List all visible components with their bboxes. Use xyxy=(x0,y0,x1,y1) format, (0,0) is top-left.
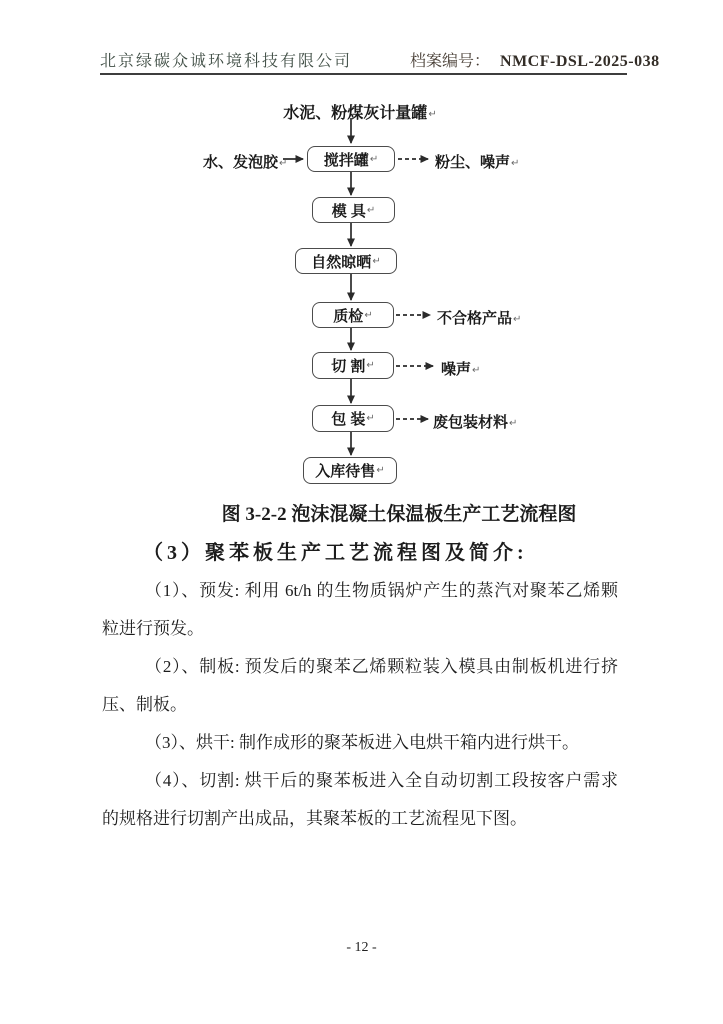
return-mark: ↵ xyxy=(279,158,288,169)
flow-node-natural-drying: 自然晾晒 ↵ xyxy=(295,248,397,274)
body-line: 压、制板。 xyxy=(102,695,187,714)
return-mark: ↵ xyxy=(428,109,437,120)
flow-node-cutting: 切 割 ↵ xyxy=(312,352,394,379)
body-line: （4）、切割: 烘干后的聚苯板进入全自动切割工段按客户需求 xyxy=(145,771,618,790)
return-mark: ↵ xyxy=(366,360,375,371)
flow-node-storage: 入库待售 ↵ xyxy=(303,457,397,484)
section-heading: （3）聚苯板生产工艺流程图及简介: xyxy=(143,542,528,564)
flow-emission-rejects: 不合格产品↵ xyxy=(437,310,522,327)
flow-emission-dust-noise: 粉尘、噪声↵ xyxy=(435,154,520,171)
return-mark: ↵ xyxy=(364,309,373,321)
return-mark: ↵ xyxy=(372,255,381,267)
flow-node-packaging: 包 装 ↵ xyxy=(312,405,394,432)
archive-label: 档案编号： xyxy=(410,53,491,70)
return-mark: ↵ xyxy=(511,158,520,169)
archive-number: NMCF-DSL-2025-038 xyxy=(500,53,660,70)
flow-node-quality-check: 质检 ↵ xyxy=(312,302,394,328)
return-mark: ↵ xyxy=(369,153,379,165)
return-mark: ↵ xyxy=(509,418,518,429)
flow-emission-noise: 噪声↵ xyxy=(441,361,481,378)
page-number: - 12 - xyxy=(346,940,377,955)
figure-caption: 图 3-2-2 泡沫混凝土保温板生产工艺流程图 xyxy=(221,504,577,525)
return-mark: ↵ xyxy=(513,314,522,325)
flow-input-cement-flyash: 水泥、粉煤灰计量罐↵ xyxy=(283,105,437,122)
flow-input-water-foam: 水、发泡胶↵ xyxy=(203,154,288,171)
return-mark: ↵ xyxy=(472,365,481,376)
return-mark: ↵ xyxy=(366,204,376,216)
body-line: （3）、烘干: 制作成形的聚苯板进入电烘干箱内进行烘干。 xyxy=(145,733,579,752)
header-archive xyxy=(410,48,660,71)
body-line: （1）、预发: 利用 6t/h 的生物质锅炉产生的蒸汽对聚苯乙烯颗 xyxy=(145,581,618,600)
body-line: 的规格进行切割产出成品，其聚苯板的工艺流程见下图。 xyxy=(102,809,527,828)
body-line: 粒进行预发。 xyxy=(102,619,204,638)
body-line: （2）、制板: 预发后的聚苯乙烯颗粒装入模具由制板机进行挤 xyxy=(145,657,618,676)
return-mark: ↵ xyxy=(366,413,375,424)
body-text-column xyxy=(102,496,618,838)
flow-node-mixing-tank: 搅拌罐 ↵ xyxy=(307,146,395,172)
flow-node-mold: 模 具 ↵ xyxy=(312,197,395,223)
header-company-name: 北京绿碳众诚环境科技有限公司 xyxy=(100,53,353,70)
flow-emission-waste-packaging: 废包装材料↵ xyxy=(433,414,518,431)
header-rule xyxy=(100,73,627,75)
return-mark: ↵ xyxy=(376,465,385,476)
